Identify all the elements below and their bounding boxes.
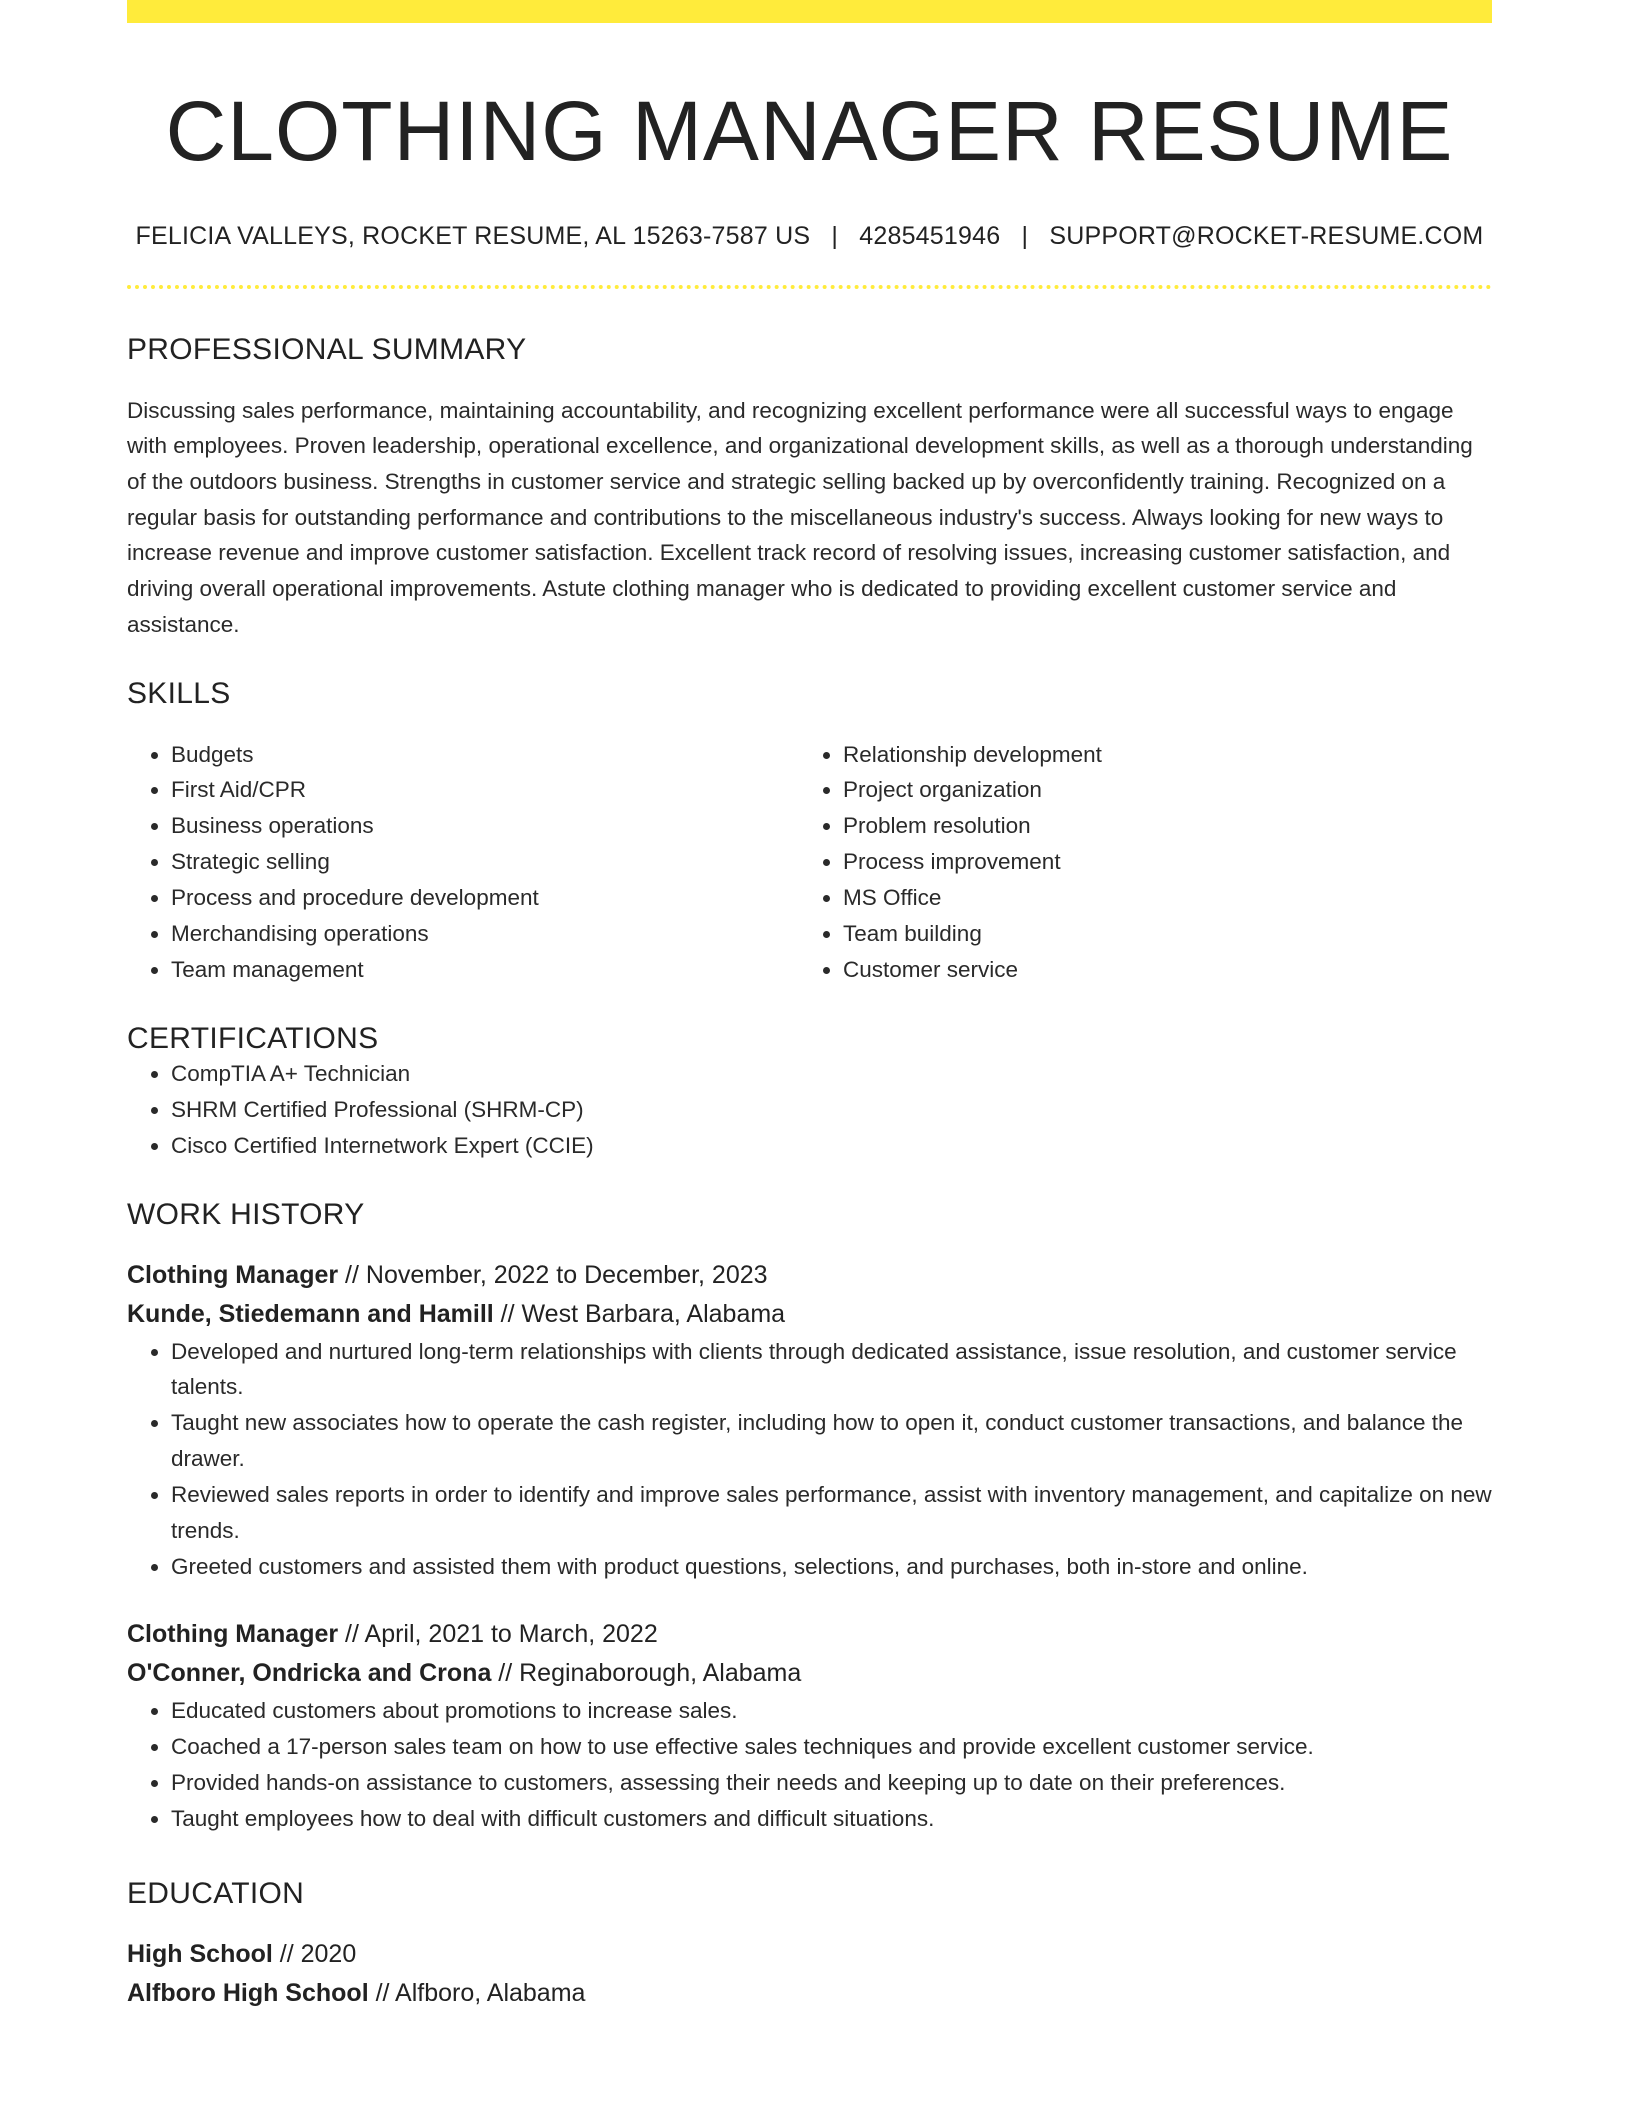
job-bullet: • Provided hands-on assistance to customers, assessing their needs and keeping up to date on their preferences. [171,1765,1492,1801]
skill-item: • Problem resolution [843,808,1471,844]
contact-separator: | [831,221,839,250]
skill-item: • MS Office [843,880,1471,916]
contact-separator: | [1021,221,1029,250]
skill-item: • Project organization [843,772,1471,808]
education-school: Alfboro High School [127,1978,369,2007]
job-title-line [127,1256,1492,1295]
contact-email: SUPPORT@ROCKET-RESUME.COM [1049,221,1484,250]
job-company-line [127,1654,1492,1693]
summary-text: Discussing sales performance, maintaining accountability, and recognizing excellent performance were all successful ways to engage with employees. Proven leadership, operational excellence, and organizational development skills, as well as a thorough understanding of the outdoors business. Strengths in customer service and strategic selling backed up by overconfidently training. Recognized on a regular basis for outstanding performance and contributions to the miscellaneous industry's success. Always looking for new ways to increase revenue and improve customer satisfaction. Excellent track record of resolving issues, increasing customer satisfaction, and driving overall operational improvements. Astute clothing manager who is dedicated to providing excellent customer service and assistance. [127,397,1473,637]
skill-item: • Process improvement [843,844,1471,880]
job-company: Kunde, Stiedemann and Hamill [127,1299,494,1328]
job-bullets [127,1693,1492,1837]
resume-page [127,0,1492,2013]
contact-address: FELICIA VALLEYS, ROCKET RESUME, AL 15263-7587 US [135,221,811,250]
contact-phone: 4285451946 [859,221,1001,250]
job-company-line [127,1295,1492,1334]
job-bullet: • Coached a 17-person sales team on how to use effective sales techniques and provide excellent customer service. [171,1729,1492,1765]
job-dates: // November, 2022 to December, 2023 [338,1260,768,1289]
skill-item: • Team management [171,952,799,988]
job-bullet: • Reviewed sales reports in order to identify and improve sales performance, assist with inventory management, and capitalize on new trends. [171,1477,1492,1549]
skill-item: • Process and procedure development [171,880,799,916]
job-dates: // April, 2021 to March, 2022 [338,1619,658,1648]
skill-item: • Team building [843,916,1471,952]
skills-heading: SKILLS [127,676,231,710]
work-history-heading: WORK HISTORY [127,1197,365,1231]
education-degree: High School [127,1939,273,1968]
certifications-heading: CERTIFICATIONS [127,1021,379,1055]
job-title: Clothing Manager [127,1260,339,1289]
job-bullets [127,1334,1492,1585]
education-location: // Alfboro, Alabama [368,1978,586,2007]
job-bullet: • Developed and nurtured long-term relationships with clients through dedicated assistance, issue resolution, and customer service talents. [171,1334,1492,1406]
job-location: // West Barbara, Alabama [493,1299,786,1328]
job-bullet: • Taught employees how to deal with difficult customers and difficult situations. [171,1801,1492,1837]
accent-top-bar [127,0,1492,23]
skill-item: • First Aid/CPR [171,772,799,808]
certification-item: • CompTIA A+ Technician [171,1056,1492,1092]
job-title: Clothing Manager [127,1619,339,1648]
certification-item: • SHRM Certified Professional (SHRM-CP) [171,1092,1492,1128]
certification-item: • Cisco Certified Internetwork Expert (CCIE) [171,1128,1492,1164]
job-location: // Reginaborough, Alabama [491,1658,802,1687]
job-bullet: • Taught new associates how to operate the cash register, including how to open it, conduct customer transactions, and balance the drawer. [171,1405,1492,1477]
skill-item: • Business operations [171,808,799,844]
job-bullet: • Educated customers about promotions to increase sales. [171,1693,1492,1729]
summary-heading: PROFESSIONAL SUMMARY [127,332,527,366]
skill-item: • Strategic selling [171,844,799,880]
job-company: O'Conner, Ondricka and Crona [127,1658,492,1687]
skill-item: • Merchandising operations [171,916,799,952]
skills-left-column [127,737,799,988]
education-year: // 2020 [272,1939,357,1968]
skill-item: • Relationship development [843,737,1471,773]
skills-grid [127,737,1492,988]
dotted-divider [127,285,1492,289]
education-school-line [127,1974,1492,2013]
job-bullet: • Greeted customers and assisted them with product questions, selections, and purchases, both in-store and online. [171,1549,1492,1585]
skills-right-column [799,737,1471,988]
skill-item: • Customer service [843,952,1471,988]
certifications-list [127,1056,1492,1164]
job-title-line [127,1615,1492,1654]
resume-title: CLOTHING MANAGER RESUME [165,84,1454,178]
skill-item: • Budgets [171,737,799,773]
education-heading: EDUCATION [127,1876,305,1910]
education-degree-line [127,1935,1492,1974]
contact-line [127,222,1492,251]
